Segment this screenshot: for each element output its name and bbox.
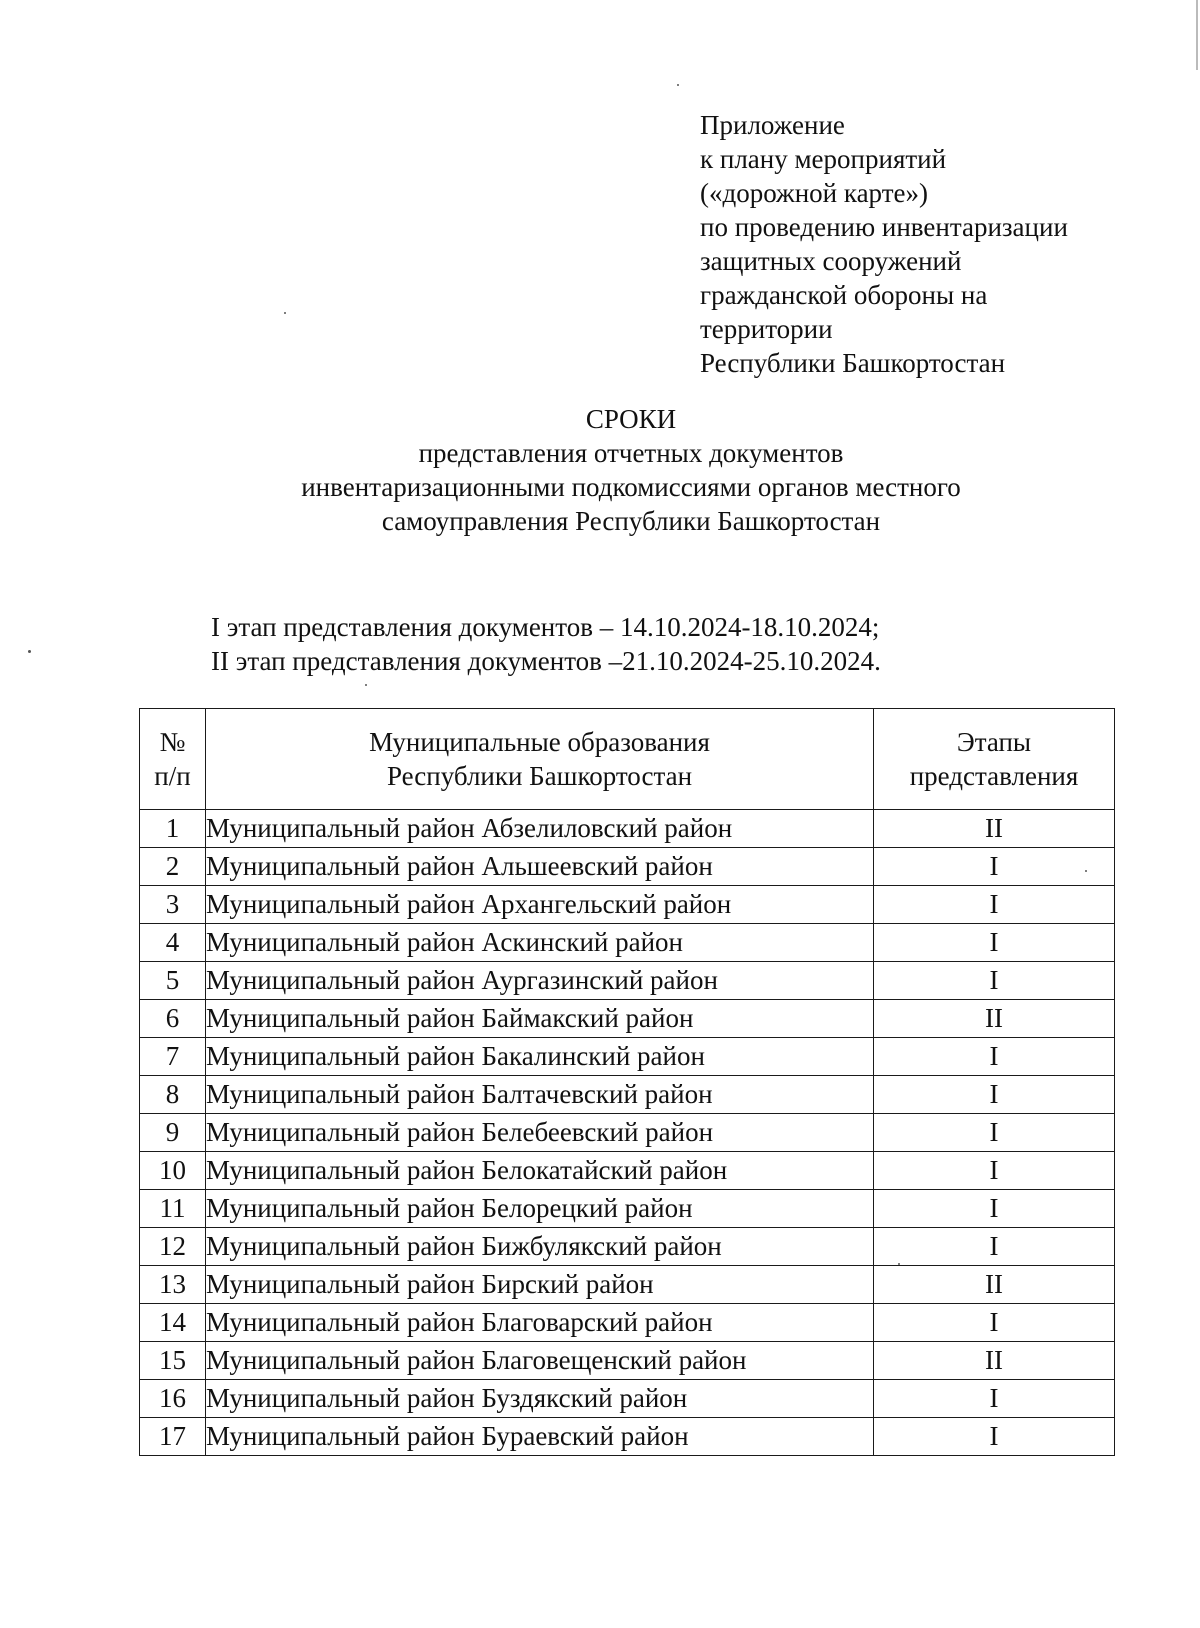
table-row: [140, 1000, 1115, 1038]
row-num: 16: [140, 1380, 206, 1418]
table-row: [140, 962, 1115, 1000]
header-name: [206, 709, 874, 810]
row-district: Муниципальный район Аургазинский район: [206, 962, 874, 1000]
row-num: 10: [140, 1152, 206, 1190]
row-num: 2: [140, 848, 206, 886]
row-district: Муниципальный район Аскинский район: [206, 924, 874, 962]
row-num: 6: [140, 1000, 206, 1038]
row-stage: I: [874, 924, 1115, 962]
table-row: [140, 1380, 1115, 1418]
row-stage: I: [874, 1190, 1115, 1228]
row-district: Муниципальный район Балтачевский район: [206, 1076, 874, 1114]
title-line: самоуправления Республики Башкортостан: [381, 506, 881, 536]
header-name-line1: Муниципальные образования: [369, 727, 710, 757]
table-row: [140, 1190, 1115, 1228]
row-stage: I: [874, 1304, 1115, 1342]
row-num: 7: [140, 1038, 206, 1076]
row-num: 5: [140, 962, 206, 1000]
header-stage: [874, 709, 1115, 810]
table-row: [140, 1304, 1115, 1342]
header-stage-line2: представления: [909, 761, 1079, 791]
table-row: [140, 1076, 1115, 1114]
row-stage: I: [874, 886, 1115, 924]
stage-2-period: II этап представления документов –21.10.2024-25.10.2024.: [211, 646, 881, 676]
table-header-row: [140, 709, 1115, 810]
appendix-line: к плану мероприятий: [700, 144, 947, 174]
appendix-line: гражданской обороны на: [700, 280, 988, 310]
scan-edge-mark: [1196, 0, 1198, 70]
row-num: 9: [140, 1114, 206, 1152]
appendix-line: Приложение: [700, 110, 845, 140]
scan-speck: [677, 84, 679, 86]
row-stage: I: [874, 962, 1115, 1000]
row-num: 13: [140, 1266, 206, 1304]
table-row: [140, 1152, 1115, 1190]
row-district: Муниципальный район Белокатайский район: [206, 1152, 874, 1190]
row-district: Муниципальный район Белебеевский район: [206, 1114, 874, 1152]
appendix-line: по проведению инвентаризации: [700, 212, 1068, 242]
row-district: Муниципальный район Благовещенский район: [206, 1342, 874, 1380]
table-row: [140, 1038, 1115, 1076]
table-row: [140, 1342, 1115, 1380]
row-district: Муниципальный район Альшеевский район: [206, 848, 874, 886]
row-num: 8: [140, 1076, 206, 1114]
row-stage: I: [874, 1152, 1115, 1190]
row-num: 1: [140, 810, 206, 848]
scan-speck: [365, 684, 367, 686]
row-num: 15: [140, 1342, 206, 1380]
row-stage: II: [874, 810, 1115, 848]
table-row: [140, 886, 1115, 924]
table-row: [140, 1266, 1115, 1304]
appendix-line: территории: [700, 314, 833, 344]
stage-1-period: I этап представления документов – 14.10.2024-18.10.2024;: [211, 612, 880, 642]
row-stage: II: [874, 1266, 1115, 1304]
table-row: [140, 924, 1115, 962]
title-heading: СРОКИ: [585, 404, 677, 434]
table-row: [140, 1114, 1115, 1152]
row-num: 12: [140, 1228, 206, 1266]
appendix-line: защитных сооружений: [700, 246, 962, 276]
header-name-line2: Республики Башкортостан: [386, 761, 693, 791]
appendix-line: Республики Башкортостан: [700, 348, 1006, 378]
table-row: [140, 1228, 1115, 1266]
row-district: Муниципальный район Бакалинский район: [206, 1038, 874, 1076]
row-district: Муниципальный район Абзелиловский район: [206, 810, 874, 848]
header-num: [140, 709, 206, 810]
row-district: Муниципальный район Белорецкий район: [206, 1190, 874, 1228]
appendix-line: («дорожной карте»): [700, 178, 928, 208]
row-stage: I: [874, 1114, 1115, 1152]
table-row: [140, 1418, 1115, 1456]
row-stage: I: [874, 1076, 1115, 1114]
appendix-note: [700, 108, 1068, 380]
table-row: [140, 848, 1115, 886]
row-stage: II: [874, 1342, 1115, 1380]
row-stage: I: [874, 1038, 1115, 1076]
scan-speck: [1085, 870, 1087, 872]
row-stage: I: [874, 1380, 1115, 1418]
districts-table: [139, 708, 1115, 1456]
row-stage: I: [874, 1418, 1115, 1456]
scan-speck: [284, 312, 286, 314]
row-num: 4: [140, 924, 206, 962]
row-district: Муниципальный район Бижбулякский район: [206, 1228, 874, 1266]
table-row: [140, 810, 1115, 848]
scan-speck: [28, 650, 31, 653]
row-stage: II: [874, 1000, 1115, 1038]
scan-speck: [898, 1263, 900, 1265]
row-stage: I: [874, 848, 1115, 886]
row-district: Муниципальный район Бирский район: [206, 1266, 874, 1304]
header-num-line1: №: [159, 727, 186, 757]
row-district: Муниципальный район Бураевский район: [206, 1418, 874, 1456]
stage-periods: [211, 610, 881, 678]
document-title: [0, 402, 1200, 538]
row-num: 3: [140, 886, 206, 924]
row-district: Муниципальный район Буздякский район: [206, 1380, 874, 1418]
row-stage: I: [874, 1228, 1115, 1266]
header-stage-line1: Этапы: [956, 727, 1032, 757]
row-district: Муниципальный район Баймакский район: [206, 1000, 874, 1038]
row-district: Муниципальный район Благоварский район: [206, 1304, 874, 1342]
title-line: представления отчетных документов: [418, 438, 844, 468]
row-num: 17: [140, 1418, 206, 1456]
header-num-line2: п/п: [154, 761, 191, 791]
row-district: Муниципальный район Архангельский район: [206, 886, 874, 924]
row-num: 11: [140, 1190, 206, 1228]
row-num: 14: [140, 1304, 206, 1342]
title-line: инвентаризационными подкомиссиями органов местного: [301, 472, 961, 502]
